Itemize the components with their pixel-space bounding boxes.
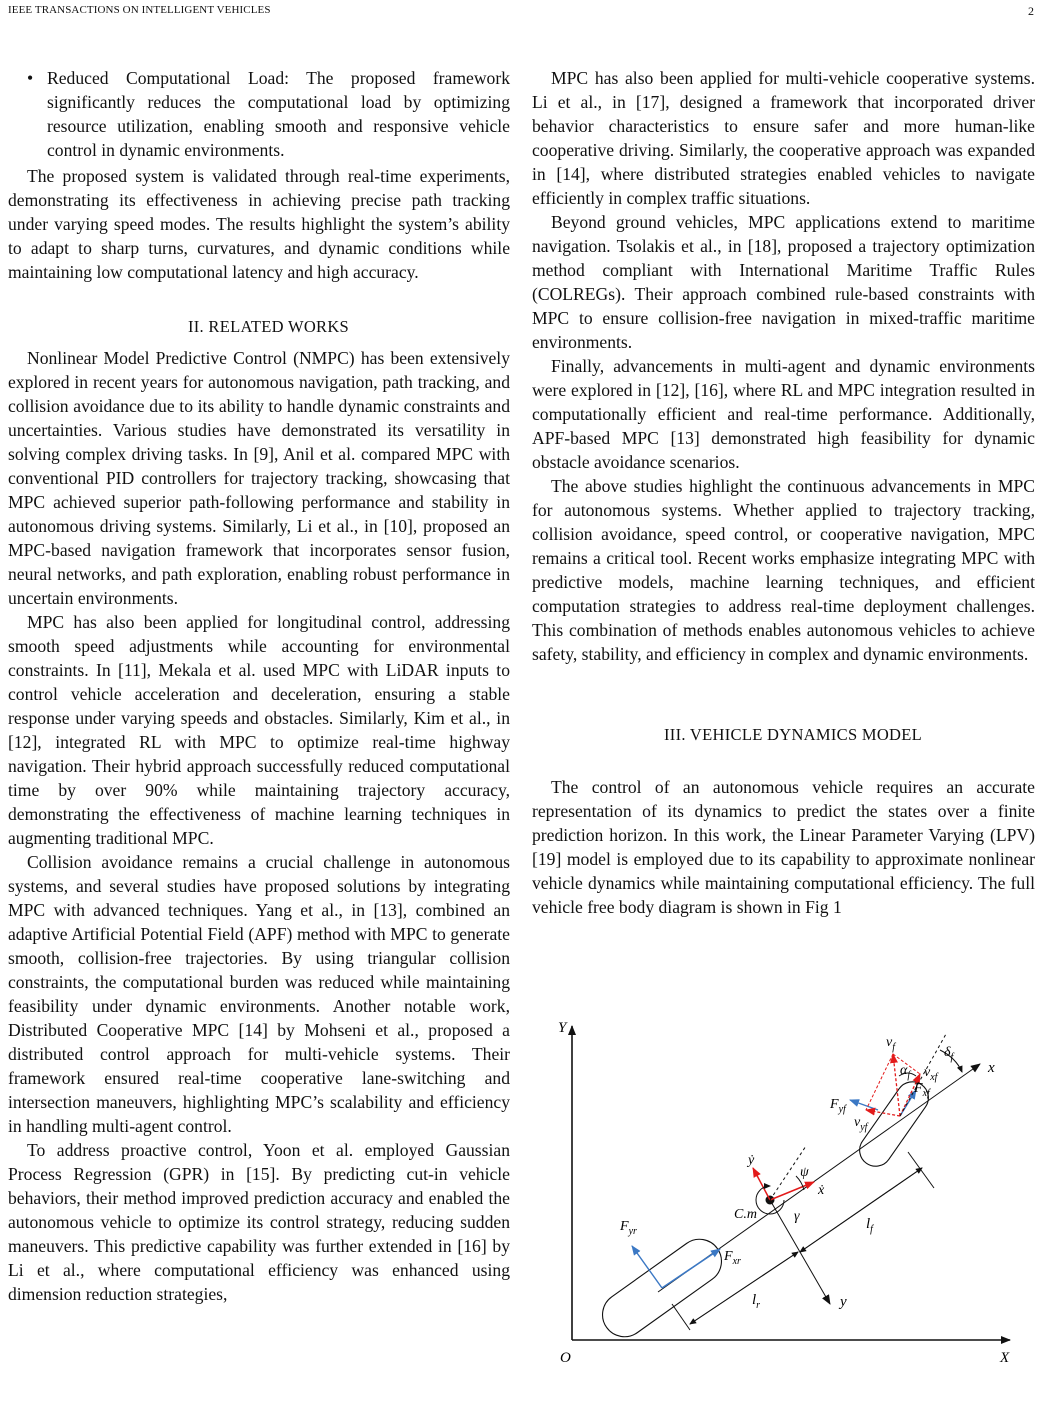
label-Fxf: $F_{xf}$: [914, 1081, 930, 1099]
paragraph-multivehicle: MPC has also been applied for multi-vehicle cooperative systems. Li et al., in [17], designed a framework that incorporated driver behavior characteristics to ensure safer and more human-like cooperative driving. Similarly, the cooperative approach was expanded in [14], where distributed strategies enabled vehicles to navigate efficiently in complex traffic situations.: [532, 68, 1035, 208]
label-lr: $l_r$: [752, 1292, 761, 1311]
label-gamma: γ: [794, 1209, 800, 1224]
label-xdot: ẋ: [818, 1183, 825, 1198]
diagram-svg: [548, 1006, 1024, 1364]
paragraph-summary: The above studies highlight the continuous advancements in MPC for autonomous systems. Whether applied to trajectory tracking, collision avoidance, speed control, or cooperative navigation, MPC remains a critical tool. Recent works emphasize integrating MPC with predictive models, machine learning techniques, and efficient computation strategies to address real-time deployment challenges. This combination of methods enables autonomous vehicles to achieve safety, stability, and efficiency in complex and dynamic environments.: [532, 476, 1035, 664]
paragraph-validation: The proposed system is validated through real-time experiments, demonstrating its effectiveness in achieving precise path tracking under varying speed modes. The results highlight the system’s ability to adapt to sharp turns, curvatures, and dynamic conditions while maintaining low computational latency and high accuracy.: [8, 166, 510, 282]
paragraph-model: The control of an autonomous vehicle requires an accurate representation of its dynamics to predict the states over a finite prediction horizon. In this work, the Linear Parameter Varying (LPV) [19] model is employed due to its capability to approximate nonlinear vehicle dynamics while maintaining computational efficiency. The full vehicle free body diagram is shown in Fig 1: [532, 777, 1035, 917]
bullet-item: [8, 66, 510, 162]
paragraph-proactive: To address proactive control, Yoon et al. employed Gaussian Process Regression (GPR) in [15]. By predicting cut-in vehicle behaviors, their method improved prediction accuracy and enabled the autonomous vehicle to optimize its control strategy, reducing sudden maneuvers. This predictive capability was further extended in [16] by Li et al., where computational efficiency was enhanced using dimension reduction strategies,: [8, 1140, 510, 1304]
section-heading-related-works: II. RELATED WORKS: [187, 317, 350, 336]
label-delta-f: $\delta_f$: [944, 1045, 954, 1063]
vehicle-free-body-diagram: [548, 1006, 1024, 1364]
body-x-label: x: [988, 1060, 995, 1076]
label-vyf: $v_{yf}$: [854, 1115, 868, 1133]
lr-tick-rear: [672, 1304, 690, 1330]
paragraph-nmpc: Nonlinear Model Predictive Control (NMPC) has been extensively explored in recent years for autonomous navigation, path tracking, and collision avoidance due to its ability to handle dynamic constraints and uncertainties. Various studies have demonstrated its versatility in solving complex driving tasks. In [9], Anil et al. compared MPC with conventional PID controllers for trajectory tracking, showcasing that MPC achieved superior path-following performance and stability in autonomous driving systems. Similarly, Li et al., in [10], proposed an MPC-based navigation framework that incorporates sensor fusion, neural networks, and path exploration, enabling robust performance in uncertain environments.: [8, 348, 510, 608]
label-ydot: ẏ: [748, 1153, 755, 1168]
front-lateral-force-arrow: [850, 1100, 878, 1110]
lf-dimension-line-back: [800, 1168, 922, 1252]
label-cm: C.m: [734, 1207, 757, 1222]
page-number: 2: [1028, 4, 1034, 18]
label-Fyr: $F_{yr}$: [620, 1219, 637, 1237]
axis-label-Y: Y: [558, 1020, 567, 1036]
paragraph-collision: Collision avoidance remains a crucial challenge in autonomous systems, and several studies have proposed solutions by integrating MPC with advanced techniques. Yang et al., in [13], combined an adaptive Artificial Potential Field (APF) method with MPC to generate smooth, collision-free trajectories. By using triangular collision constraints, the computational burden was reduced while maintaining feasibility under dynamic environments. Another notable work, Distributed Cooperative MPC [14] by Mohseni et al., proposed a distributed control approach for multi-vehicle systems. Their framework ensured real-time cooperative lane-switching and intersection maneuvers, highlighting MPC’s scalability and efficiency in handling multi-agent control.: [8, 852, 510, 1136]
velocity-parallelogram-2: [866, 1054, 893, 1110]
paragraph-multiagent: Finally, advancements in multi-agent and dynamic environments were explored in [12], [16], where RL and MPC integration resulted in computationally efficient and real-time performance. Additionally, APF-based MPC [13] demonstrated high feasibility for dynamic obstacle avoidance scenarios.: [532, 356, 1035, 472]
front-velocity-arrow: [893, 1054, 900, 1116]
bullet-dot-icon: •: [27, 68, 34, 88]
label-psi: ψ: [800, 1165, 809, 1180]
label-lf: $l_f$: [866, 1216, 873, 1235]
running-head: IEEE TRANSACTIONS ON INTELLIGENT VEHICLES: [8, 4, 271, 16]
axis-label-X: X: [1000, 1350, 1010, 1364]
section-heading-vehicle-dynamics: III. VEHICLE DYNAMICS MODEL: [663, 725, 923, 744]
rear-lateral-force-arrow: [632, 1246, 662, 1288]
right-column: [532, 66, 1035, 919]
label-vf: $v_f$: [886, 1035, 895, 1053]
ydot-arrow: [753, 1168, 770, 1200]
lr-dimension-line-back: [690, 1252, 798, 1324]
body-y-label: y: [840, 1294, 847, 1310]
label-Fxr: $F_{xr}$: [724, 1249, 741, 1267]
left-column: [8, 66, 510, 1306]
lf-tick-front: [908, 1152, 934, 1188]
label-alpha-f: $\alpha_f$: [900, 1063, 911, 1081]
bullet-text: Reduced Computational Load: The proposed framework significantly reduces the computational load by optimizing resource utilization, enabling smooth and responsive vehicle control in dynamic environments.: [47, 68, 510, 160]
label-Fyf: $F_{yf}$: [830, 1097, 846, 1115]
origin-label: O: [560, 1350, 571, 1364]
paragraph-longitudinal: MPC has also been applied for longitudinal control, addressing smooth speed adjustments while accounting for environmental constraints. In [11], Mekala et al. used MPC with LiDAR inputs to control vehicle acceleration and deceleration, ensuring a stable response under varying speeds and obstacles. Similarly, Kim et al., in [12], integrated RL with MPC to optimize real-time highway navigation. Their hybrid approach successfully reduced computational time by over 90% while maintaining trajectory accuracy, demonstrating the effectiveness of machine learning techniques in augmenting traditional MPC.: [8, 612, 510, 848]
label-vxf: $v_{xf}$: [924, 1065, 938, 1083]
paragraph-maritime: Beyond ground vehicles, MPC applications extend to maritime navigation. Tsolakis et al., in [18], proposed a trajectory optimization method compliant with International Maritime Traffic Rules (COLREGs). Their approach combined rule-based constraints with MPC to ensure collision-free navigation in mixed-traffic maritime environments.: [532, 212, 1035, 352]
